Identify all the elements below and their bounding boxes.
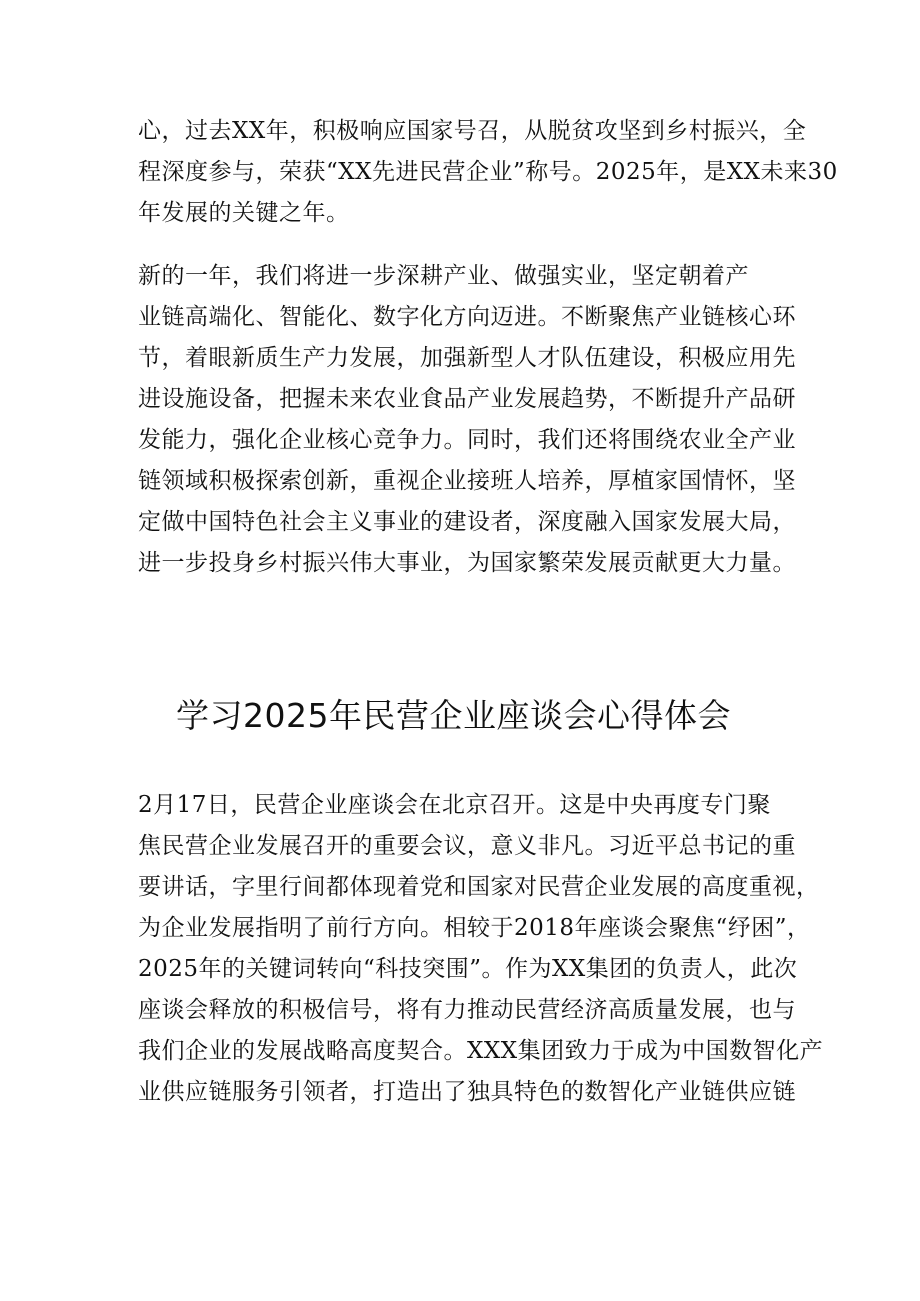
intro-line-3: 年发展的关键之年。 [138,200,350,226]
paragraph2-line-8: 进一步投身乡村振兴伟大事业，为国家繁荣发展贡献更大力量。 [138,550,796,576]
paragraph2-line-3: 节，着眼新质生产力发展，加强新型人才队伍建设，积极应用先 [138,345,796,371]
paragraph3-line-4: 为企业发展指明了前行方向。相较于2018年座谈会聚焦“纾困”， [138,915,811,941]
paragraph2-line-5: 发能力，强化企业核心竞争力。同时，我们还将围绕农业全产业 [138,427,796,453]
paragraph2-line-4: 进设施设备，把握未来农业食品产业发展趋势，不断提升产品研 [138,386,796,412]
paragraph2-line-1: 新的一年，我们将进一步深耕产业、做强实业，坚定朝着产 [138,263,749,289]
paragraph3-line-7: 我们企业的发展战略高度契合。XXX集团致力于成为中国数智化产 [138,1038,824,1064]
paragraph3-line-3: 要讲话，字里行间都体现着党和国家对民营企业发展的高度重视， [138,874,820,900]
paragraph3-line-5: 2025年的关键词转向“科技突围”。作为XX集团的负责人，此次 [138,956,798,982]
paragraph3-line-1: 2月17日，民营企业座谈会在北京召开。这是中央再度专门聚 [138,792,771,818]
paragraph3-line-8: 业供应链服务引领者，打造出了独具特色的数智化产业链供应链 [138,1079,796,1105]
intro-line-1: 心，过去XX年，积极响应国家号召，从脱贫攻坚到乡村振兴，全 [138,118,807,144]
paragraph2-line-2: 业链高端化、智能化、数字化方向迈进。不断聚焦产业链核心环 [138,304,796,330]
paragraph2-line-6: 链领域积极探索创新，重视企业接班人培养，厚植家国情怀，坚 [138,468,796,494]
section-title: 学习2025年民营企业座谈会心得体会 [176,696,731,735]
paragraph2-line-7: 定做中国特色社会主义事业的建设者，深度融入国家发展大局， [138,509,796,535]
intro-line-2: 程深度参与，荣获“XX先进民营企业”称号。2025年，是XX未来30 [138,159,838,185]
paragraph3-line-6: 座谈会释放的积极信号，将有力推动民营经济高质量发展，也与 [138,997,796,1023]
paragraph3-line-2: 焦民营企业发展召开的重要会议，意义非凡。习近平总书记的重 [138,833,796,859]
